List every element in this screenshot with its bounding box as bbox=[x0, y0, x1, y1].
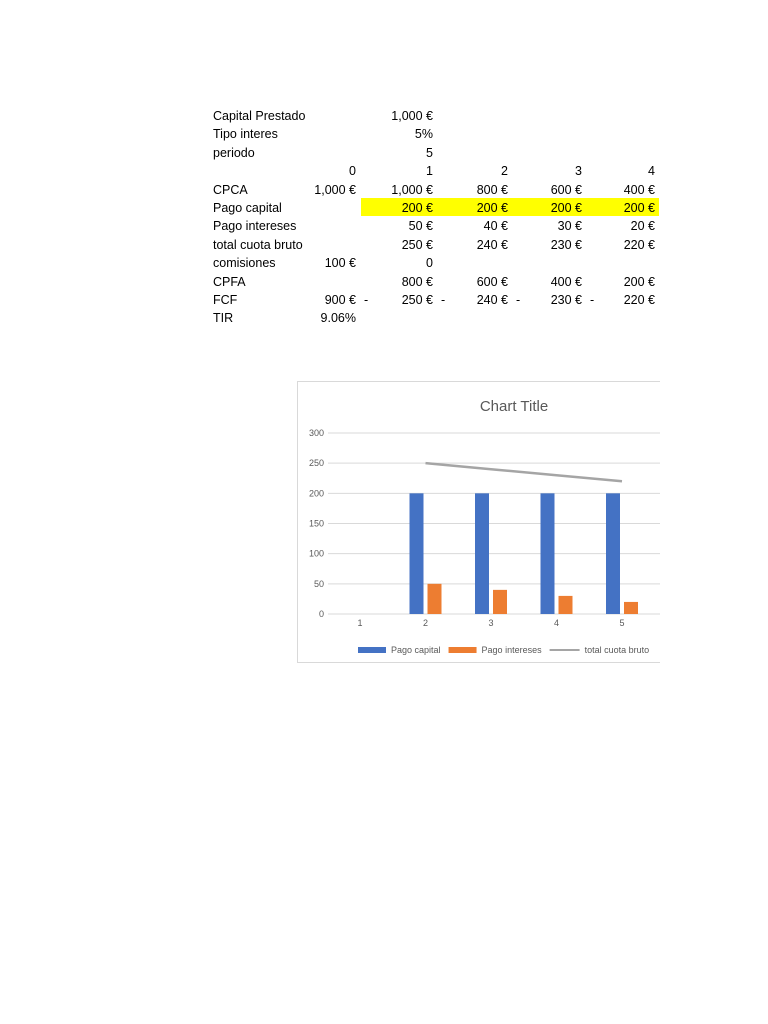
row-label: total cuota bruto bbox=[213, 237, 303, 252]
param-label: Capital Prestado bbox=[213, 109, 306, 123]
negative-sign: - bbox=[590, 293, 595, 307]
row-cell: 800 € bbox=[401, 274, 433, 289]
combo-chart[interactable] bbox=[297, 381, 660, 663]
row-cell: 200 € bbox=[550, 201, 582, 215]
x-tick-label: 3 bbox=[488, 618, 494, 628]
row-cell: 600 € bbox=[550, 182, 582, 197]
row-cell: 230 € bbox=[550, 237, 582, 252]
x-tick-label: 4 bbox=[553, 618, 560, 628]
row-label: comisiones bbox=[213, 256, 276, 271]
bar-pago-capital bbox=[475, 493, 489, 614]
row-cell: 9.06% bbox=[320, 311, 356, 326]
row-cell: 200 € bbox=[623, 274, 655, 289]
legend-swatch bbox=[449, 647, 477, 653]
negative-sign: - bbox=[516, 293, 521, 307]
param-value: 5% bbox=[414, 127, 433, 142]
line-total-cuota-bruto bbox=[426, 463, 623, 481]
row-cell: 600 € bbox=[476, 274, 508, 289]
y-tick-label: 200 bbox=[308, 488, 324, 499]
param-label: periodo bbox=[213, 145, 255, 160]
row-cell: 250 € bbox=[401, 293, 433, 307]
spreadsheet bbox=[0, 0, 768, 360]
period-header: 0 bbox=[349, 164, 356, 179]
bar-pago-intereses bbox=[559, 596, 573, 614]
row-label: FCF bbox=[213, 293, 238, 307]
legend-label: Pago intereses bbox=[481, 645, 542, 655]
period-header: 1 bbox=[426, 164, 433, 179]
x-tick-label: 2 bbox=[422, 618, 429, 628]
row-cell: 800 € bbox=[476, 182, 508, 197]
bar-pago-capital bbox=[410, 493, 424, 614]
bar-pago-capital bbox=[541, 493, 555, 614]
chart-title: Chart Title bbox=[479, 398, 549, 415]
bar-pago-capital bbox=[606, 493, 620, 614]
y-tick-label: 50 bbox=[313, 578, 324, 589]
row-cell: 40 € bbox=[483, 219, 508, 234]
negative-sign: - bbox=[441, 293, 446, 307]
legend-label: Pago capital bbox=[391, 645, 441, 655]
param-label: Tipo interes bbox=[213, 127, 278, 142]
y-tick-label: 250 bbox=[308, 458, 324, 469]
row-cell: 0 bbox=[426, 256, 433, 271]
row-label: CPCA bbox=[213, 182, 248, 197]
row-cell: 30 € bbox=[557, 219, 582, 234]
row-cell: 240 € bbox=[476, 293, 508, 307]
legend-swatch bbox=[358, 647, 386, 653]
row-cell: 220 € bbox=[623, 293, 655, 307]
negative-sign: - bbox=[364, 293, 369, 307]
x-tick-label: 1 bbox=[357, 618, 363, 628]
legend-label: total cuota bruto bbox=[584, 645, 650, 655]
chart-canvas bbox=[298, 382, 660, 662]
row-label: Pago intereses bbox=[213, 219, 297, 234]
row-cell: 20 € bbox=[630, 219, 655, 234]
row-cell: 100 € bbox=[324, 256, 356, 271]
y-tick-label: 0 bbox=[318, 609, 324, 619]
row-cell: 1,000 € bbox=[314, 182, 356, 197]
x-tick-label: 5 bbox=[619, 618, 625, 628]
row-cell: 1,000 € bbox=[391, 182, 433, 197]
y-tick-label: 300 bbox=[308, 428, 324, 438]
param-value: 5 bbox=[426, 145, 433, 160]
row-cell: 250 € bbox=[401, 237, 433, 252]
bar-pago-intereses bbox=[493, 590, 507, 614]
period-header: 3 bbox=[575, 164, 582, 179]
row-cell: 220 € bbox=[623, 237, 655, 252]
row-cell: 200 € bbox=[476, 201, 508, 215]
row-cell: 900 € bbox=[324, 293, 356, 307]
row-cell: 200 € bbox=[401, 201, 433, 215]
bar-pago-intereses bbox=[624, 602, 638, 614]
y-tick-label: 150 bbox=[308, 518, 324, 529]
row-cell: 230 € bbox=[550, 293, 582, 307]
row-label: CPFA bbox=[213, 274, 246, 289]
row-label: TIR bbox=[213, 311, 234, 326]
y-tick-label: 100 bbox=[308, 548, 324, 559]
row-label: Pago capital bbox=[213, 201, 282, 215]
row-cell: 400 € bbox=[550, 274, 582, 289]
row-cell: 400 € bbox=[623, 182, 655, 197]
period-header: 4 bbox=[648, 164, 655, 179]
row-cell: 240 € bbox=[476, 237, 508, 252]
row-cell: 50 € bbox=[408, 219, 433, 234]
param-value: 1,000 € bbox=[391, 109, 433, 123]
period-header: 2 bbox=[501, 164, 508, 179]
row-cell: 200 € bbox=[623, 201, 655, 215]
bar-pago-intereses bbox=[428, 584, 442, 614]
